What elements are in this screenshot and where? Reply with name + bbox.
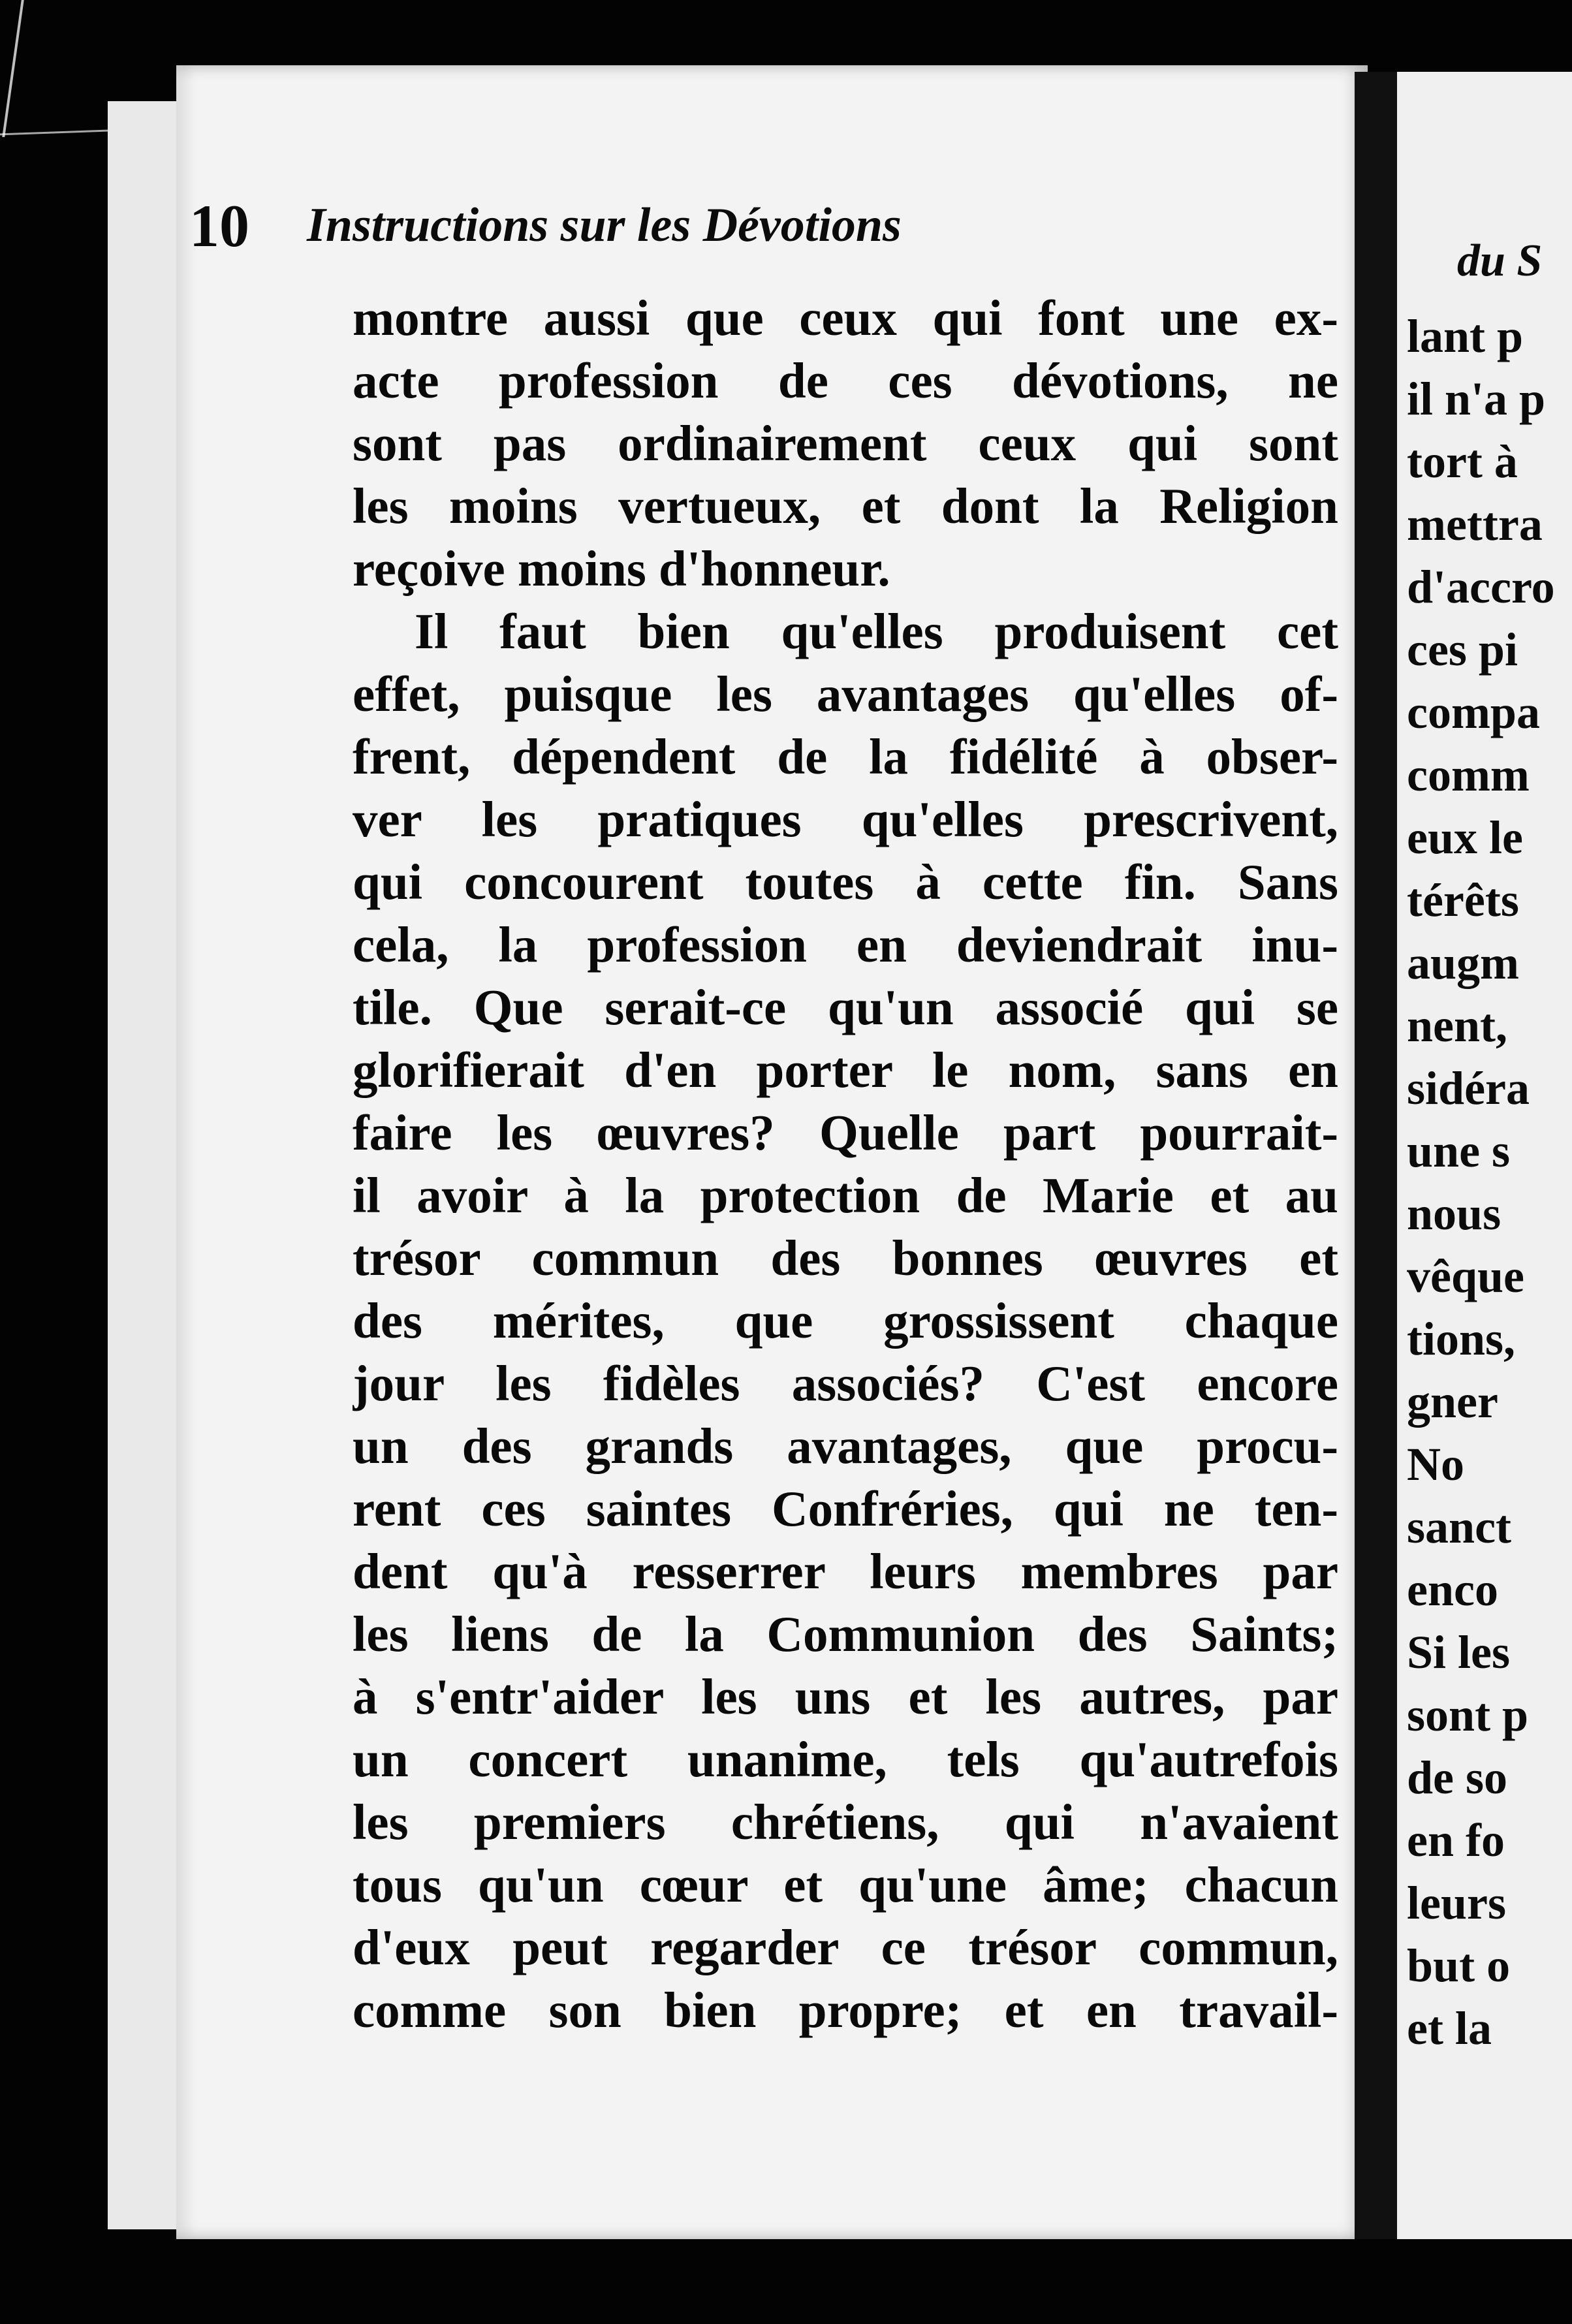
facing-text-line: augm [1407,937,1520,989]
text-line: sont pas ordinairement ceux qui sont [353,415,1338,471]
text-line: un des grands avantages, que procu- [353,1418,1338,1474]
facing-text-line: vêque [1407,1250,1524,1302]
text-line: un concert unanime, tels qu'autrefois [353,1731,1338,1787]
text-line: faire les œuvres? Quelle part pourrait- [353,1105,1338,1161]
text-line: reçoive moins d'honneur. [353,541,890,597]
facing-page-header: du S [1457,236,1543,286]
facing-text-line: sont p [1407,1689,1529,1741]
facing-text-line: Si les [1407,1626,1511,1678]
facing-text-line: et la [1407,2002,1492,2054]
text-line: jour les fidèles associés? C'est encore [353,1355,1338,1411]
facing-text-line: sanct [1407,1501,1511,1553]
facing-text-line: gner [1407,1375,1498,1428]
text-line: des mérites, que grossissent chaque [353,1293,1338,1349]
facing-text-line: enco [1407,1563,1498,1616]
text-line: acte profession de ces dévotions, ne [353,353,1338,409]
facing-text-line: en fo [1407,1814,1505,1866]
page-number: 10 [189,193,249,259]
text-line: effet, puisque les avantages qu'elles of- [353,666,1338,722]
page-header [189,193,1247,281]
text-line: il avoir à la protection de Marie et au [353,1167,1338,1223]
text-line: les moins vertueux, et dont la Religion [353,478,1338,534]
text-line: tile. Que serait-ce qu'un associé qui se [353,979,1338,1035]
text-line: d'eux peut regarder ce trésor commun, [353,1919,1338,1975]
text-line: frent, dépendent de la fidélité à obser- [353,729,1338,785]
text-line: montre aussi que ceux qui font une ex- [353,290,1338,346]
text-line: tous qu'un cœur et qu'une âme; chacun [353,1857,1338,1913]
facing-text-line: ces pi [1407,623,1518,676]
text-line: trésor commun des bonnes œuvres et [353,1230,1338,1286]
facing-text-line: nent, [1407,999,1508,1052]
facing-text-line: de so [1407,1751,1508,1804]
text-line: comme son bien propre; et en travail- [353,1982,1338,2038]
facing-text-line: tions, [1407,1313,1516,1365]
facing-text-line: lant p [1407,310,1524,362]
text-line: dent qu'à resserrer leurs membres par [353,1543,1338,1599]
facing-text-line: tort à [1407,435,1518,488]
facing-text-line: une s [1407,1125,1511,1177]
paragraph-start-line: Il faut bien qu'elles produisent cet [415,603,1338,659]
facing-text-line: nous [1407,1187,1501,1240]
text-line: cela, la profession en deviendrait inu- [353,917,1338,973]
facing-text-line: No [1407,1438,1464,1490]
text-line: les premiers chrétiens, qui n'avaient [353,1794,1338,1850]
running-title: Instructions sur les Dévotions [307,198,902,252]
facing-text-line: comm [1407,749,1530,801]
facing-text-line: leurs [1407,1877,1506,1929]
text-line: ver les pratiques qu'elles prescrivent, [353,791,1338,847]
main-text-block [353,287,1338,2037]
facing-text-line: compa [1407,686,1540,738]
facing-text-line: térêts [1407,874,1519,926]
facing-text-line: il n'a p [1407,373,1546,425]
facing-text-line: sidéra [1407,1062,1530,1114]
text-line: les liens de la Communion des Saints; [353,1606,1338,1662]
facing-text-line: mettra [1407,498,1543,550]
facing-text-line: but o [1407,1939,1511,1992]
text-line: glorifierait d'en porter le nom, sans en [353,1042,1338,1098]
facing-text-line: d'accro [1407,561,1555,613]
facing-page-text [1407,306,1572,2068]
text-line: rent ces saintes Confréries, qui ne ten- [353,1481,1338,1537]
facing-text-line: eux le [1407,811,1523,864]
text-line: à s'entr'aider les uns et les autres, par [353,1669,1338,1725]
text-line: qui concourent toutes à cette fin. Sans [353,854,1338,910]
